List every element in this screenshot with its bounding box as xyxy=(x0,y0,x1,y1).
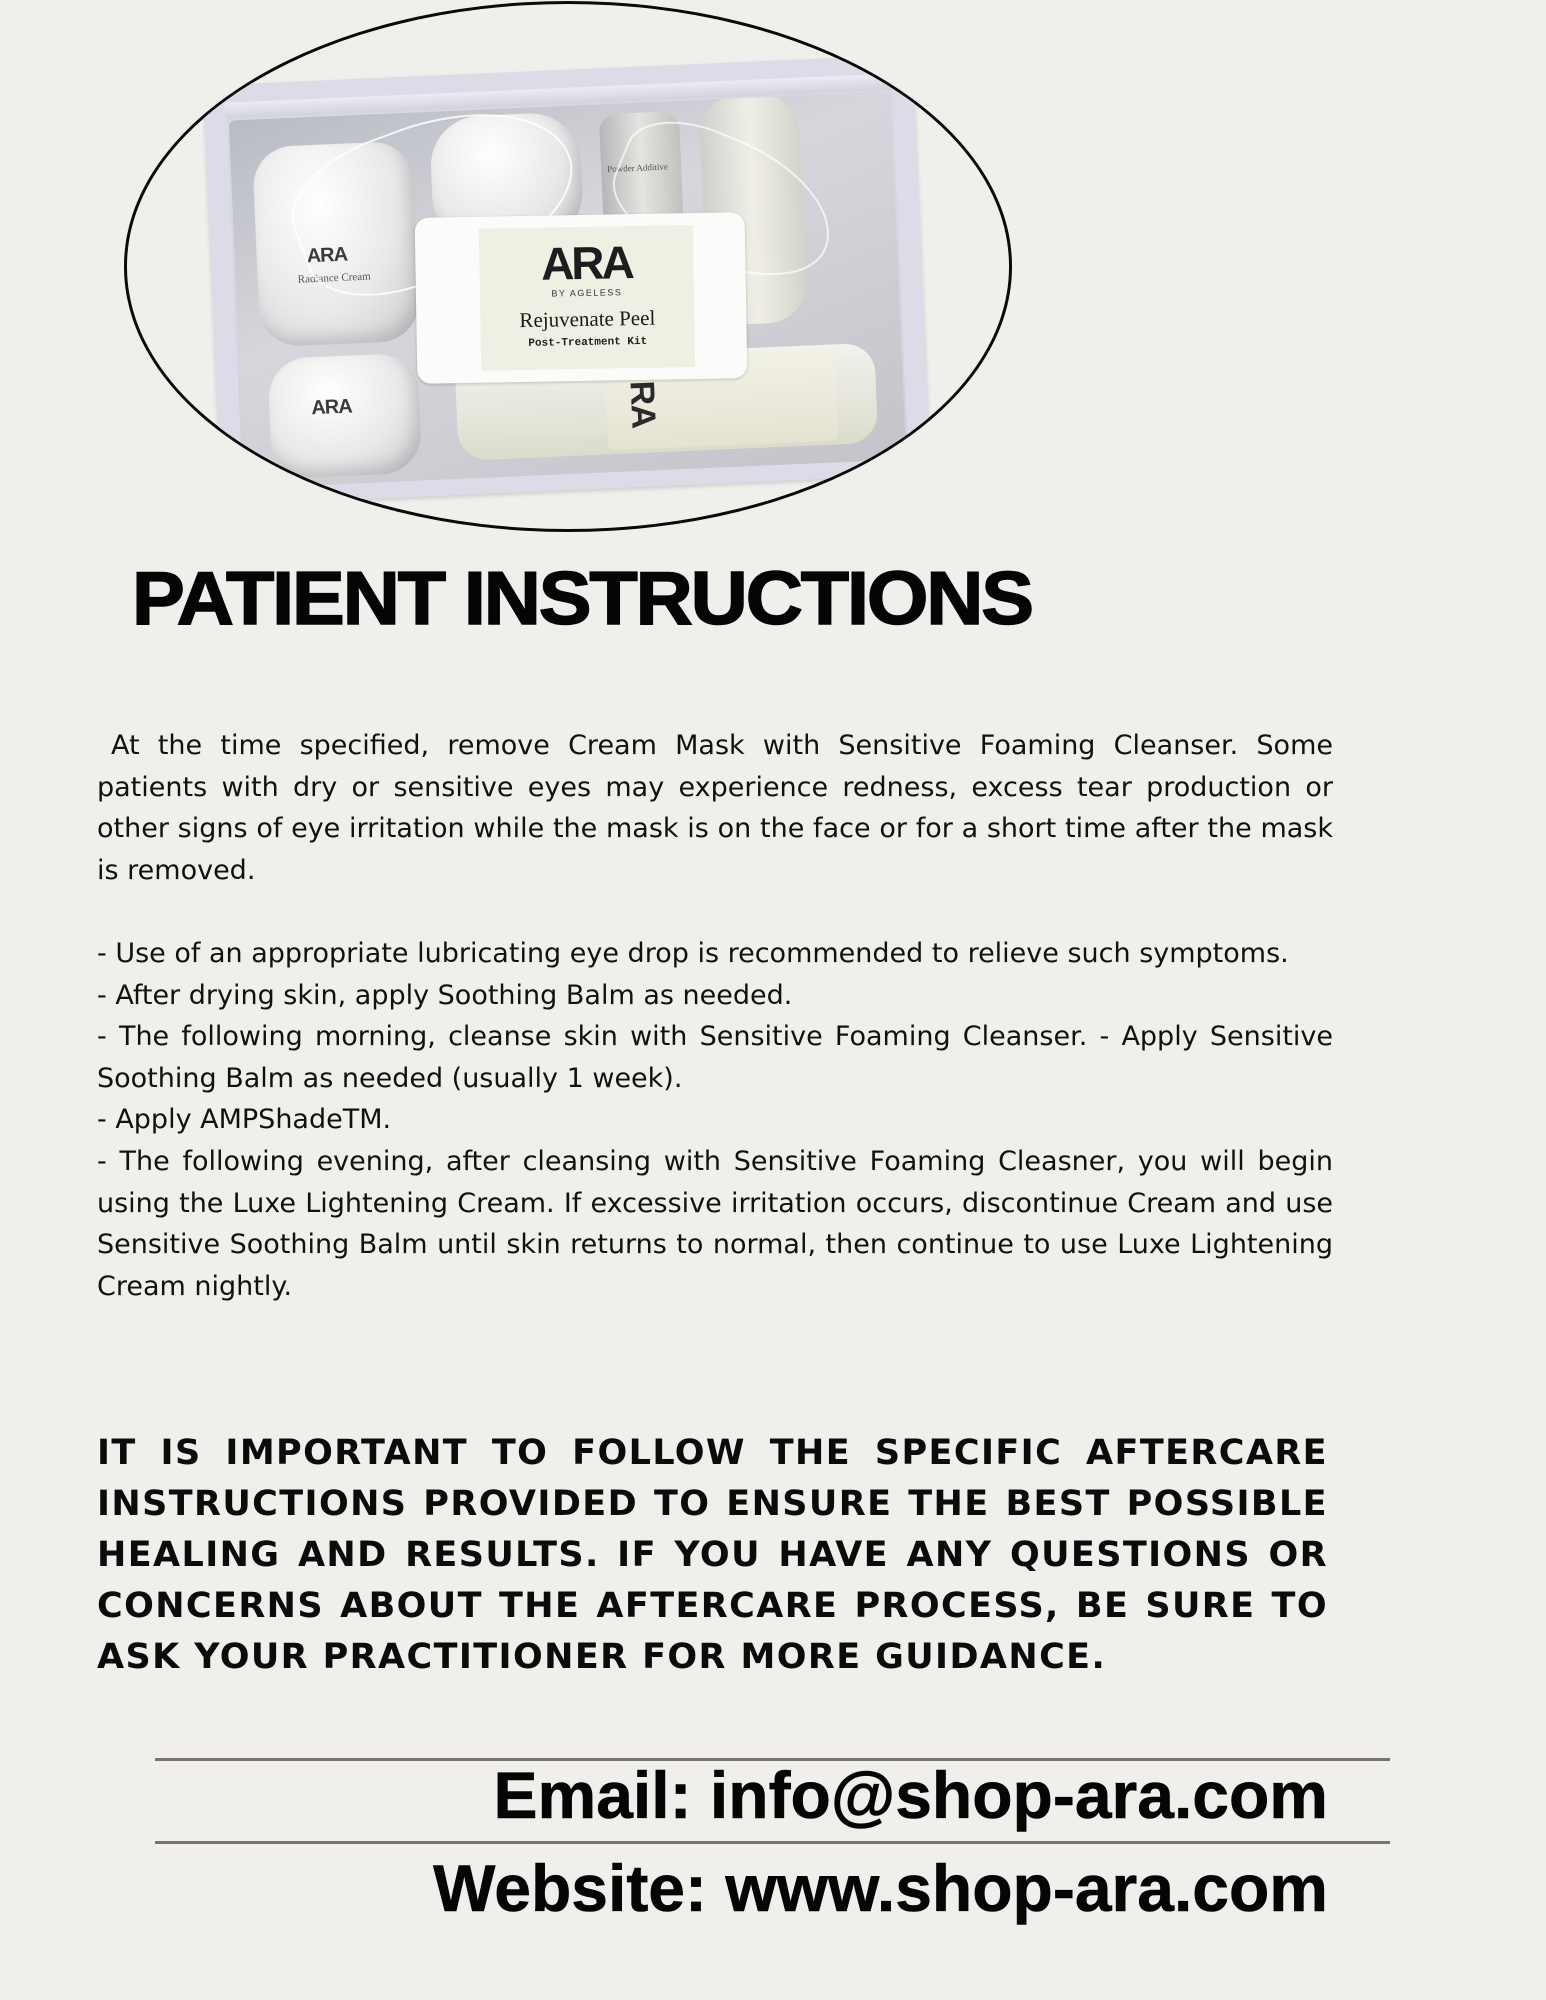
bottle-label: Powder Additive xyxy=(606,161,669,175)
kit-title: Rejuvenate Peel xyxy=(519,305,656,333)
jar-logo: ARA xyxy=(310,395,353,420)
intro-paragraph: At the time specified, remove Cream Mask with Sensitive Foaming Cleanser. Some patients with dry or sensitive eyes may experience redness, excess tear production or other signs of eye irritation while the mask is on the face or for a short time after the mask is removed. xyxy=(97,730,1333,886)
cleanser-logo: RA xyxy=(622,379,663,429)
product-photo-frame xyxy=(124,1,1012,532)
contact-website[interactable]: Website: www.shop-ara.com xyxy=(433,1851,1328,1925)
jar-label: Radiance Cream xyxy=(297,270,371,286)
jar-logo: ARA xyxy=(306,243,348,268)
aftercare-notice: IT IS IMPORTANT TO FOLLOW THE SPECIFIC AFTERCARE INSTRUCTIONS PROVIDED TO ENSURE THE BEST POSSIBLE HEALING AND RESULTS. IF YOU HAVE ANY QUESTIONS OR CONCERNS ABOUT THE AFTERCARE PROCESS, BE SURE TO ASK YOUR PRACTITIONER FOR MORE GUIDANCE. xyxy=(97,1433,1328,1677)
page-title: PATIENT INSTRUCTIONS xyxy=(132,556,1032,640)
step-item: - The following morning, cleanse skin with Sensitive Foaming Cleanser. - Apply Sensitive Soothing Balm as needed (usually 1 week). xyxy=(97,1021,1333,1094)
step-item: - Apply AMPShadeTM. xyxy=(97,1104,392,1136)
kit-label-card xyxy=(415,212,748,384)
balm-jar xyxy=(267,353,422,479)
kit-label-inner xyxy=(479,225,695,371)
contact-email[interactable]: Email: info@shop-ara.com xyxy=(493,1758,1328,1832)
step-item: - The following evening, after cleansing with Sensitive Foaming Cleasner, you will begin using the Luxe Lightening Cream. If excessive irritation occurs, discontinue Cream and use Sensitive Soothing Balm until skin returns to normal, then continue to use Luxe Lightening Cream nightly. xyxy=(97,1145,1333,1302)
brand-subtitle: BY AGELESS xyxy=(551,287,623,299)
step-item: - After drying skin, apply Soothing Balm as needed. xyxy=(97,979,793,1011)
step-item: - Use of an appropriate lubricating eye drop is recommended to relieve such symptoms. xyxy=(97,938,1289,969)
ara-logo: ARA xyxy=(540,236,633,290)
divider xyxy=(155,1841,1390,1844)
instruction-steps xyxy=(97,933,1333,1307)
kit-subtitle: Post-Treatment Kit xyxy=(528,335,648,350)
